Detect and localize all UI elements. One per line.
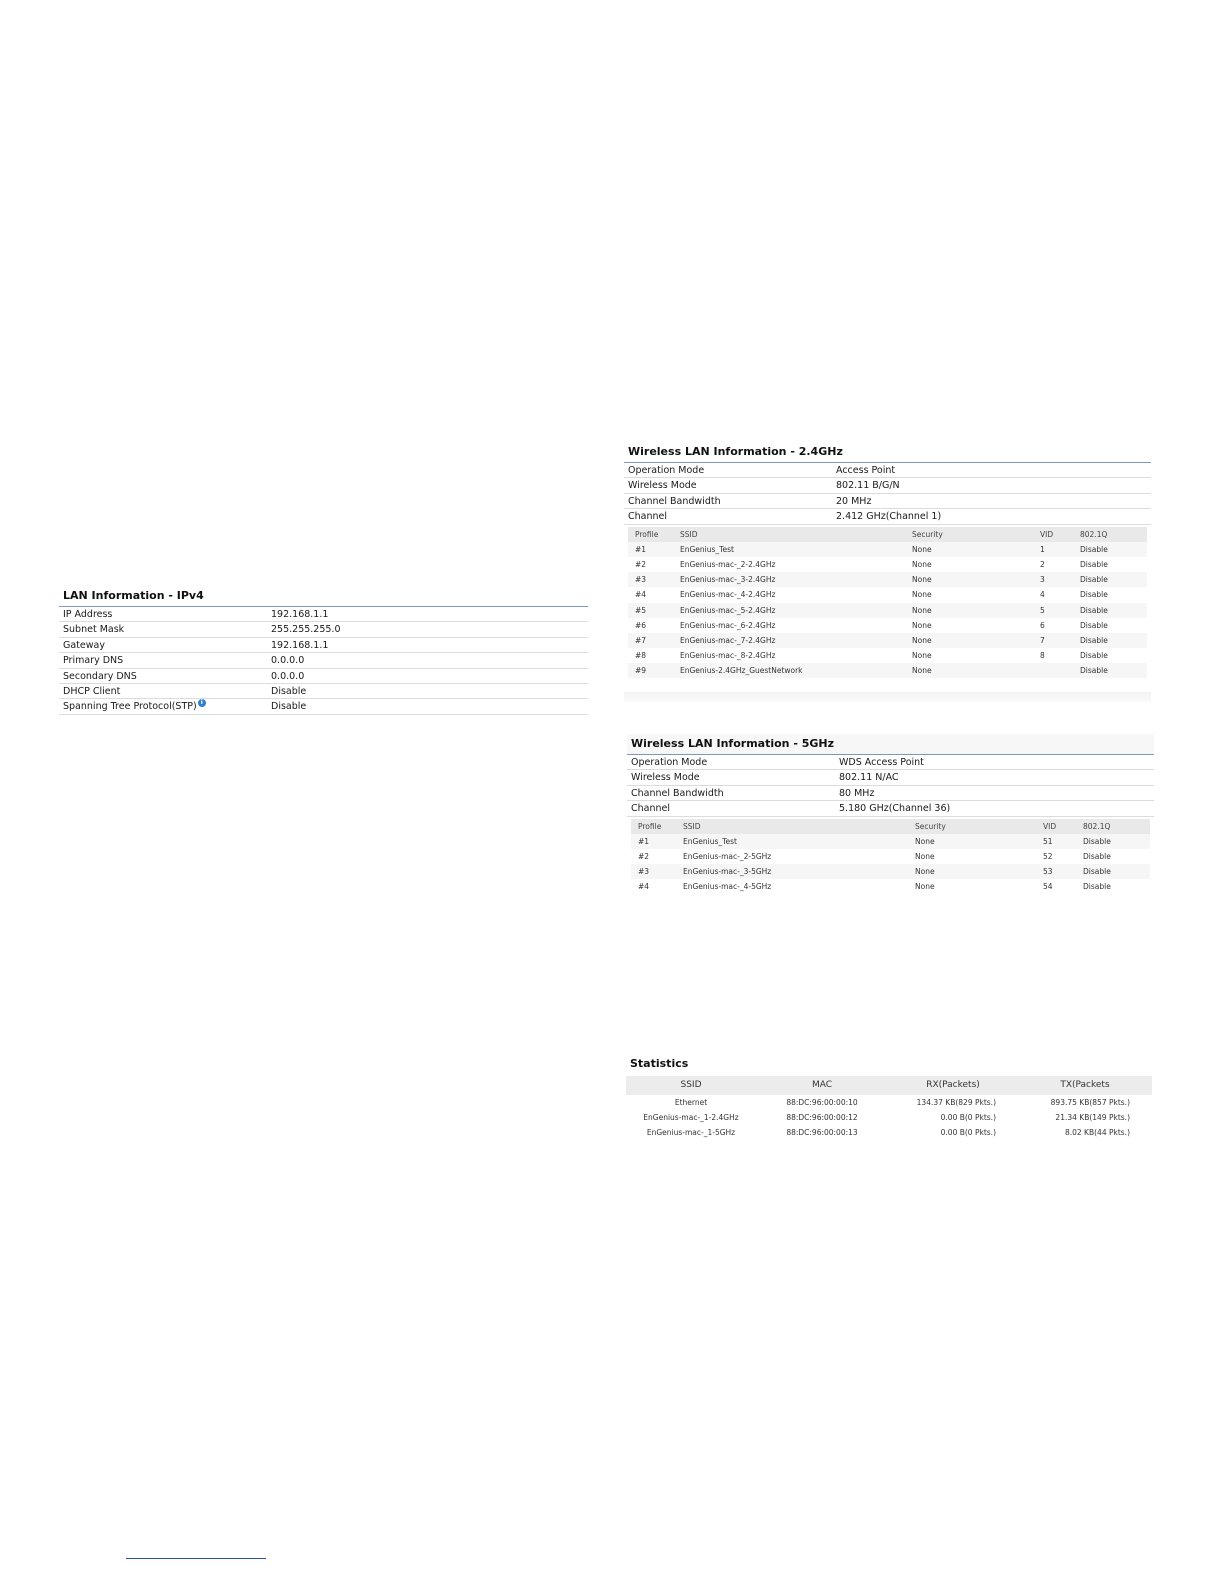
rx-cell: 0.00 B(0 Pkts.) <box>940 1128 996 1137</box>
info-value: 80 MHz <box>839 787 875 799</box>
vlan-8021q-cell: Disable <box>1080 620 1108 630</box>
info-value: 255.255.255.0 <box>271 624 341 636</box>
security-cell: None <box>915 836 935 846</box>
security-cell: None <box>912 605 932 615</box>
info-label: Gateway <box>63 639 105 651</box>
info-row <box>59 653 588 668</box>
profile-cell: #2 <box>638 851 650 861</box>
statistics-row <box>626 1110 1152 1125</box>
tx-cell: 893.75 KB(857 Pkts.) <box>1050 1098 1130 1107</box>
ssid-cell: EnGenius-mac-_1-5GHz <box>646 1128 736 1137</box>
info-label: Channel Bandwidth <box>628 495 721 507</box>
ssid-cell: EnGenius-mac-_1-2.4GHz <box>643 1113 739 1122</box>
info-value: 192.168.1.1 <box>271 609 329 620</box>
ssid-cell: EnGenius-mac-_7-2.4GHz <box>680 635 776 645</box>
security-cell: None <box>915 851 935 861</box>
security-cell: None <box>912 559 932 569</box>
info-label: Subnet Mask <box>63 624 125 636</box>
profile-row <box>628 603 1147 618</box>
info-row <box>59 699 588 714</box>
profile-cell: #5 <box>635 605 647 615</box>
statistics-row <box>626 1125 1152 1140</box>
profile-row <box>631 849 1150 864</box>
ssid-cell: EnGenius-mac-_8-2.4GHz <box>680 651 776 661</box>
wlan-5ghz-panel <box>627 734 1154 895</box>
ssid-cell: EnGenius-mac-_2-2.4GHz <box>680 559 776 569</box>
vlan-8021q-cell: Disable <box>1083 867 1111 877</box>
profile-row <box>628 648 1147 663</box>
profile-row <box>631 864 1150 879</box>
vid-header: VID <box>1040 529 1054 539</box>
ssid-header: SSID <box>683 821 701 831</box>
profile-row <box>628 618 1147 633</box>
rx-cell: 0.00 B(0 Pkts.) <box>940 1113 996 1122</box>
info-value: 802.11 N/AC <box>839 772 899 784</box>
security-header: Security <box>915 821 946 831</box>
vlan-8021q-header: 802.1Q <box>1080 529 1108 539</box>
security-cell: None <box>912 620 932 630</box>
info-value: 0.0.0.0 <box>271 655 305 667</box>
ssid-cell: Ethernet <box>674 1098 708 1107</box>
wlan-24ghz-info-table <box>624 463 1151 525</box>
vlan-8021q-cell: Disable <box>1083 882 1111 892</box>
info-row <box>624 463 1151 478</box>
info-row <box>59 638 588 653</box>
vlan-8021q-cell: Disable <box>1080 635 1108 645</box>
ssid-header: SSID <box>680 529 698 539</box>
info-label: DHCP Client <box>63 685 121 697</box>
profile-header: Profile <box>635 529 659 539</box>
mac-cell: 88:DC:96:00:00:12 <box>786 1113 858 1122</box>
vid-cell: 7 <box>1040 635 1045 645</box>
info-value: Disable <box>271 701 307 713</box>
ssid-cell: EnGenius-mac-_4-2.4GHz <box>680 590 776 600</box>
profile-row <box>628 663 1147 678</box>
profile-cell: #4 <box>638 882 650 892</box>
profile-cell: #1 <box>638 836 650 846</box>
info-value: 802.11 B/G/N <box>836 480 900 492</box>
ssid-cell: EnGenius_Test <box>680 544 734 554</box>
vlan-8021q-cell: Disable <box>1083 836 1111 846</box>
profile-header-row <box>631 819 1150 834</box>
info-label: Channel <box>631 803 671 815</box>
info-label: Channel <box>628 511 668 523</box>
info-label: Primary DNS <box>63 655 124 667</box>
wlan-24ghz-panel <box>624 442 1151 702</box>
wlan-5ghz-info-table <box>627 755 1154 817</box>
info-row <box>627 770 1154 785</box>
security-cell: None <box>912 544 932 554</box>
ssid-header: SSID <box>680 1080 702 1090</box>
vlan-8021q-cell: Disable <box>1080 575 1108 585</box>
vid-cell: 8 <box>1040 651 1045 661</box>
profile-header: Profile <box>638 821 662 831</box>
info-row <box>59 607 588 622</box>
info-value: Access Point <box>836 465 896 476</box>
vlan-8021q-cell: Disable <box>1080 651 1108 661</box>
profile-cell: #4 <box>635 590 647 600</box>
vlan-8021q-header: 802.1Q <box>1083 821 1111 831</box>
mac-cell: 88:DC:96:00:00:10 <box>786 1098 858 1107</box>
wlan-5ghz-title: Wireless LAN Information - 5GHz <box>627 734 1154 755</box>
ssid-cell: EnGenius-mac-_3-2.4GHz <box>680 575 776 585</box>
profile-row <box>628 572 1147 587</box>
profile-cell: #6 <box>635 620 647 630</box>
profile-row <box>628 557 1147 572</box>
vid-cell: 2 <box>1040 559 1045 569</box>
wlan-24ghz-profile-table <box>628 527 1147 679</box>
vlan-8021q-cell: Disable <box>1080 590 1108 600</box>
security-cell: None <box>912 590 932 600</box>
info-label: Spanning Tree Protocol(STP) <box>63 701 197 713</box>
info-row <box>59 684 588 699</box>
security-cell: None <box>912 651 932 661</box>
info-row <box>624 509 1151 524</box>
info-label: Wireless Mode <box>628 480 697 492</box>
lan-info-table <box>59 607 588 715</box>
info-row <box>627 801 1154 816</box>
vid-cell: 53 <box>1043 867 1053 877</box>
vid-cell: 52 <box>1043 851 1053 861</box>
info-row <box>627 755 1154 770</box>
vid-cell: 1 <box>1040 544 1045 554</box>
vid-cell: 5 <box>1040 605 1045 615</box>
info-row <box>627 786 1154 801</box>
vid-cell <box>1040 663 1080 678</box>
ssid-cell: EnGenius-mac-_6-2.4GHz <box>680 620 776 630</box>
info-value: 192.168.1.1 <box>271 639 329 651</box>
info-value: 2.412 GHz(Channel 1) <box>836 511 942 523</box>
vid-header: VID <box>1043 821 1057 831</box>
ssid-cell: EnGenius-mac-_2-5GHz <box>683 851 772 861</box>
info-value: 5.180 GHz(Channel 36) <box>839 803 951 815</box>
info-value: Disable <box>271 685 307 697</box>
info-label: Operation Mode <box>628 465 705 476</box>
tx-header: TX(Packets <box>1060 1080 1110 1090</box>
statistics-title: Statistics <box>630 1057 689 1070</box>
section-separator <box>624 692 1151 702</box>
info-label: Operation Mode <box>631 757 708 768</box>
info-label: Channel Bandwidth <box>631 787 724 799</box>
vlan-8021q-cell: Disable <box>1080 544 1108 554</box>
info-icon[interactable]: i <box>198 699 206 707</box>
footer-link-underline <box>126 1558 266 1559</box>
profile-row <box>628 542 1147 557</box>
rx-header: RX(Packets) <box>926 1080 980 1090</box>
profile-row <box>631 879 1150 894</box>
statistics-table <box>626 1095 1152 1140</box>
tx-cell: 8.02 KB(44 Pkts.) <box>1064 1128 1130 1137</box>
profile-row <box>631 834 1150 849</box>
ssid-cell: EnGenius-mac-_5-2.4GHz <box>680 605 776 615</box>
security-cell: None <box>912 575 932 585</box>
wlan-24ghz-title: Wireless LAN Information - 2.4GHz <box>624 442 1151 463</box>
profile-cell: #2 <box>635 559 647 569</box>
tx-cell: 21.34 KB(149 Pkts.) <box>1055 1113 1130 1122</box>
lan-info-title: LAN Information - IPv4 <box>59 586 588 607</box>
security-cell: None <box>915 882 935 892</box>
ssid-cell: EnGenius_Test <box>683 836 737 846</box>
ssid-cell: EnGenius-2.4GHz_GuestNetwork <box>680 666 803 676</box>
vid-cell: 4 <box>1040 590 1045 600</box>
vlan-8021q-cell: Disable <box>1083 851 1111 861</box>
profile-cell: #9 <box>635 666 647 676</box>
profile-cell: #3 <box>635 575 647 585</box>
info-value: 20 MHz <box>836 495 872 507</box>
vid-cell: 3 <box>1040 575 1045 585</box>
profile-cell: #3 <box>638 867 650 877</box>
mac-header: MAC <box>811 1080 833 1090</box>
vid-cell: 54 <box>1043 882 1053 892</box>
info-label: Wireless Mode <box>631 772 700 784</box>
info-label: IP Address <box>63 609 113 620</box>
profile-cell: #7 <box>635 635 647 645</box>
security-cell: None <box>912 635 932 645</box>
profile-cell: #1 <box>635 544 647 554</box>
ssid-cell: EnGenius-mac-_4-5GHz <box>683 882 772 892</box>
profile-row <box>628 633 1147 648</box>
info-row <box>624 478 1151 493</box>
vid-cell: 51 <box>1043 836 1053 846</box>
info-value: 0.0.0.0 <box>271 670 305 682</box>
security-cell: None <box>915 867 935 877</box>
rx-cell: 134.37 KB(829 Pkts.) <box>916 1098 996 1107</box>
info-row <box>59 622 588 637</box>
security-header: Security <box>912 529 943 539</box>
profile-row <box>628 587 1147 602</box>
wlan-5ghz-profile-table <box>631 819 1150 895</box>
mac-cell: 88:DC:96:00:00:13 <box>786 1128 858 1137</box>
vid-cell: 6 <box>1040 620 1045 630</box>
vlan-8021q-cell: Disable <box>1080 605 1108 615</box>
info-row <box>624 494 1151 509</box>
info-label: Secondary DNS <box>63 670 137 682</box>
lan-info-panel <box>59 586 588 715</box>
statistics-panel <box>626 1054 1152 1140</box>
statistics-row <box>626 1095 1152 1110</box>
statistics-header-row <box>626 1076 1152 1095</box>
info-value: WDS Access Point <box>839 757 924 768</box>
profile-header-row <box>628 527 1147 542</box>
profile-cell: #8 <box>635 651 647 661</box>
ssid-cell: EnGenius-mac-_3-5GHz <box>683 867 772 877</box>
vlan-8021q-cell: Disable <box>1080 559 1108 569</box>
security-cell: None <box>912 666 932 676</box>
vlan-8021q-cell: Disable <box>1080 666 1108 676</box>
info-row <box>59 669 588 684</box>
